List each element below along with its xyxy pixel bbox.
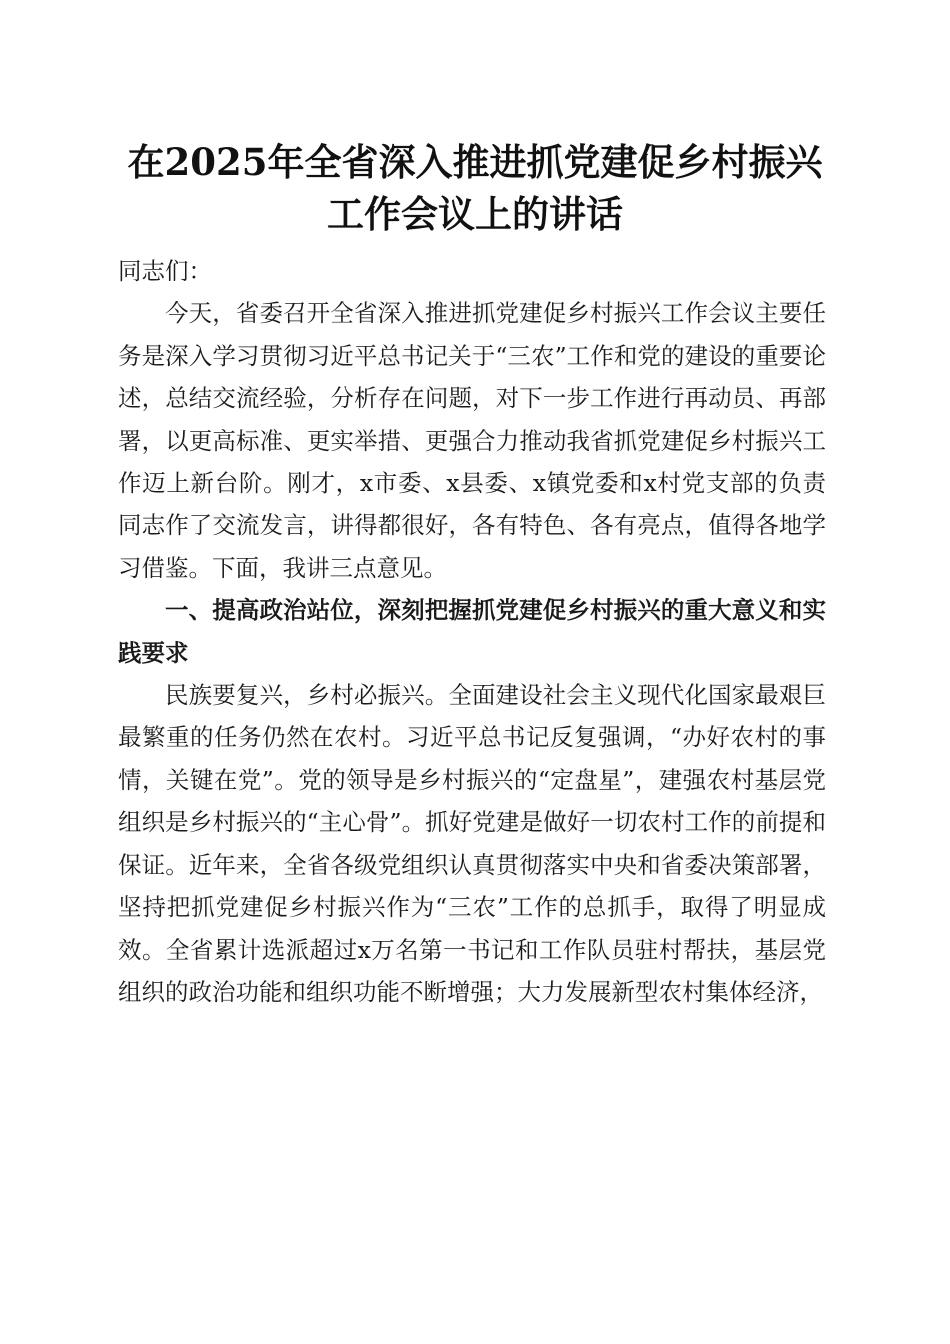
intro-paragraph: 今天，省委召开全省深入推进抓党建促乡村振兴工作会议主要任务是深入学习贯彻习近平总书记关于“三农”工作和党的建设的重要论述，总结交流经验，分析存在问题，对下一步工作进行再动员、再部署，以更高标准、更实举措、更强合力推动我省抓党建促乡村振兴工作迈上新台阶。刚才，x市委、x县委、x镇党委和x村党支部的负责同志作了交流发言，讲得都很好，各有特色、各有亮点，值得各地学习借鉴。下面，我讲三点意见。 (118, 299, 826, 582)
section-heading: 一、提高政治站位，深刻把握抓党建促乡村振兴的重大意义和实践要求 (118, 596, 826, 667)
document-title: 在2025年全省深入推进抓党建促乡村振兴工作会议上的讲话 (127, 140, 823, 236)
document-body (118, 250, 826, 1013)
salutation: 同志们： (118, 257, 212, 285)
section-paragraph: 民族要复兴，乡村必振兴。全面建设社会主义现代化国家最艰巨最繁重的任务仍然在农村。习近平总书记反复强调，“办好农村的事情，关键在党”。党的领导是乡村振兴的“定盘星”，建强农村基层党组织是乡村振兴的“主心骨”。抓好党建是做好一切农村工作的前提和保证。近年来，全省各级党组织认真贯彻落实中央和省委决策部署，坚持把抓党建促乡村振兴作为“三农”工作的总抓手，取得了明显成效。全省累计选派超过x万名第一书记和工作队员驻村帮扶，基层党组织的政治功能和组织功能不断增强；大力发展新型农村集体经济， (118, 681, 826, 1006)
